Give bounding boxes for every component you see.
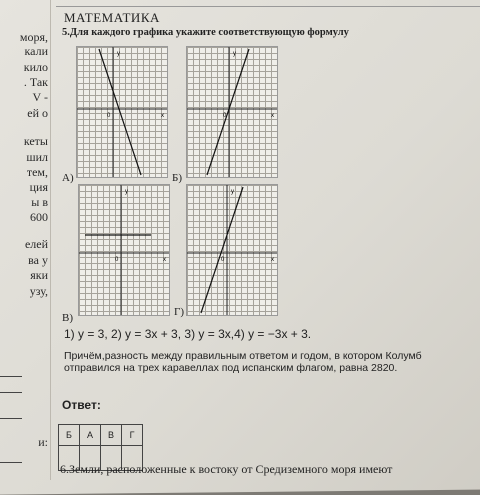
graph-b-x-label: x: [271, 113, 274, 119]
graph-a-y-label: y: [117, 51, 120, 57]
graph-v-plot: [79, 185, 169, 315]
graph-g-origin: 0: [221, 257, 225, 263]
graph-b-label: Б): [172, 172, 182, 184]
graph-b-origin: 0: [223, 113, 227, 119]
left-fragment: узу,: [29, 284, 48, 298]
subject-header: МАТЕМАТИКА: [64, 10, 160, 25]
left-fragment: тем,: [26, 165, 48, 179]
graph-b-plot: [187, 47, 277, 177]
task-title: 5.Для каждого графика укажите соответствующую формулу: [62, 27, 349, 38]
graph-v-label: В): [62, 312, 73, 324]
graph-b: [186, 46, 278, 178]
left-fragment: ция: [29, 180, 48, 194]
task-note: Причём,разность между правильным ответом и годом, в котором Колумб отправился на трех каравеллах под испанским флагом, равна 2820.: [64, 350, 422, 374]
left-fragment: кило: [23, 60, 48, 74]
answer-header-cell: Б: [59, 425, 80, 446]
graph-v: [78, 184, 170, 316]
header-rule: [56, 6, 480, 7]
left-fragment: кеты: [23, 134, 48, 148]
graph-g-x-label: x: [271, 257, 274, 263]
column-divider: [50, 0, 51, 480]
graph-g-function-line: [201, 187, 243, 313]
left-fragment: кали: [24, 44, 48, 58]
answer-title: Ответ:: [62, 398, 101, 412]
left-underline: [0, 392, 22, 393]
left-fragment: елей: [24, 237, 48, 251]
graph-g-label: Г): [174, 306, 185, 318]
left-underline: [0, 376, 22, 377]
left-underline: [0, 462, 22, 463]
left-fragment: ей о: [27, 106, 48, 120]
graph-g-y-label: y: [231, 189, 234, 195]
left-fragment: 600: [30, 210, 48, 224]
left-fragment: . Так: [23, 75, 48, 89]
left-fragment: V -: [32, 90, 48, 104]
formula-options: 1) y = 3, 2) y = 3x + 3, 3) y = 3x,4) y = −3x + 3.: [64, 327, 312, 341]
answer-header-cell: Г: [122, 425, 143, 446]
left-fragment: яки: [30, 268, 48, 282]
left-fragment: моря,: [19, 30, 48, 44]
graph-v-y-label: y: [125, 189, 128, 195]
left-fragment: ва у: [28, 253, 48, 267]
answer-header-cell: В: [101, 425, 122, 446]
graph-a-function-line: [99, 49, 141, 175]
graph-a-x-label: x: [161, 113, 164, 119]
graph-a-label: А): [62, 172, 74, 184]
graph-g: [186, 184, 278, 316]
graph-v-x-label: x: [163, 257, 166, 263]
graph-b-function-line: [207, 49, 249, 175]
left-fragment: шил: [26, 150, 48, 164]
left-underline: [0, 418, 22, 419]
next-task-text: 6.Земли, расположенные к востоку от Средиземного моря имеют: [60, 462, 393, 476]
graph-a-plot: [77, 47, 167, 177]
left-fragment: и:: [38, 435, 48, 449]
graph-a-origin: 0: [107, 113, 111, 119]
graph-b-y-label: y: [233, 51, 236, 57]
graph-v-origin: 0: [115, 257, 119, 263]
graph-g-plot: [187, 185, 277, 315]
answer-header-cell: А: [80, 425, 101, 446]
left-fragment: ы в: [31, 195, 48, 209]
graph-a: [76, 46, 168, 178]
